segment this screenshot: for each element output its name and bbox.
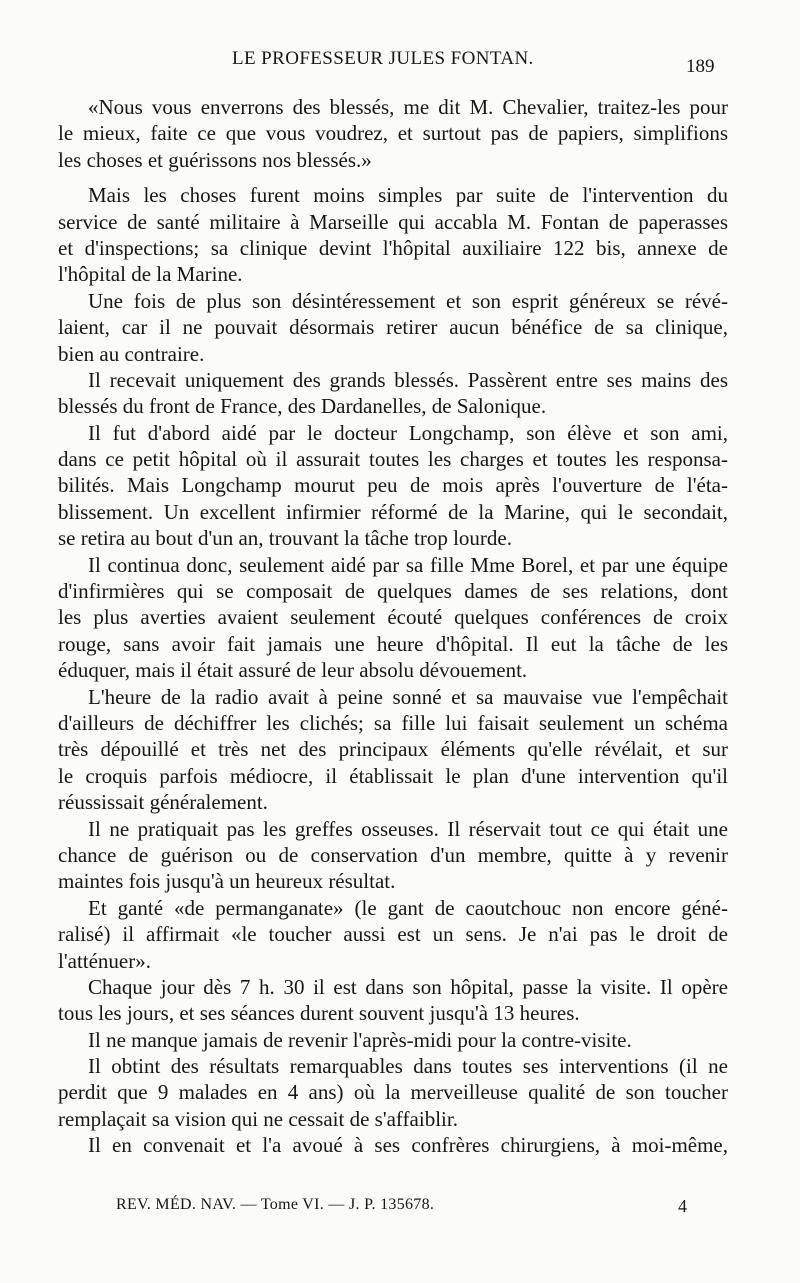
text-line: Il en convenait et l'a avoué à ses confrères chirurgiens, à moi-même, [88, 1133, 728, 1158]
text-line: éduquer, mais il était assuré de leur absolu dévouement. [58, 658, 528, 683]
text-line: Il ne pratiquait pas les greffes osseuses. Il réservait tout ce qui était une [88, 816, 728, 841]
paragraph-gap [58, 173, 728, 182]
text-line: le mieux, faite ce que vous voudrez, et surtout pas de papiers, simplifions [58, 121, 728, 146]
text-line: très dépouillé et très net des principaux éléments qu'elle révélait, et sur [58, 737, 728, 762]
text-line: Il recevait uniquement des grands blessés. Passèrent entre ses mains des [88, 367, 728, 392]
text-line: Il ne manque jamais de revenir l'après-midi pour la contre-visite. [88, 1027, 632, 1052]
text-line: L'heure de la radio avait à peine sonné et sa mauvaise vue l'empêchait [88, 684, 728, 709]
running-title: LE PROFESSEUR JULES FONTAN. [232, 48, 534, 69]
text-line: d'infirmières qui se composait de quelques dames de ses relations, dont [58, 579, 728, 604]
text-line: «Nous vous enverrons des blessés, me dit M. Chevalier, traitez-les pour [88, 95, 728, 119]
text-line: les plus averties avaient seulement écouté quelques conférences de croix [58, 605, 728, 630]
text-line: perdit que 9 malades en 4 ans) où la merveilleuse qualité de son toucher [58, 1080, 728, 1105]
text-line: maintes fois jusqu'à un heureux résultat. [58, 869, 396, 894]
text-line: Une fois de plus son désintéressement et son esprit généreux se révé- [88, 288, 728, 313]
text-line: Il obtint des résultats remarquables dans toutes ses interventions (il ne [88, 1054, 728, 1079]
page-number: 189 [686, 56, 715, 77]
text-line: laient, car il ne pouvait désormais retirer aucun bénéfice de sa clinique, [58, 315, 728, 340]
text-line: bien au contraire. [58, 341, 205, 366]
text-line: l'hôpital de la Marine. [58, 262, 243, 287]
text-line: l'atténuer». [58, 948, 151, 973]
text-line: le croquis parfois médiocre, il établissait le plan d'une intervention qu'il [58, 763, 728, 788]
text-line: Il fut d'abord aidé par le docteur Longchamp, son élève et son ami, [88, 420, 728, 445]
footer-citation: REV. MÉD. NAV. — Tome VI. — J. P. 135678. [116, 1196, 435, 1213]
text-line: Chaque jour dès 7 h. 30 il est dans son hôpital, passe la visite. Il opère [88, 974, 728, 999]
signature-mark: 4 [678, 1196, 687, 1216]
text-line: blessés du front de France, des Dardanelles, de Salonique. [58, 394, 547, 419]
page-footer [116, 1196, 746, 1222]
text-line: les choses et guérissons nos blessés.» [58, 147, 372, 172]
text-line: tous les jours, et ses séances durent souvent jusqu'à 13 heures. [58, 1001, 580, 1026]
text-line: dans ce petit hôpital où il assurait toutes les charges et toutes les responsa- [58, 447, 728, 472]
text-line: bilités. Mais Longchamp mourut peu de mois après l'ouverture de l'éta- [58, 473, 728, 498]
text-line: Il continua donc, seulement aidé par sa fille Mme Borel, et par une équipe [88, 552, 728, 577]
text-line: se retira au bout d'un an, trouvant la tâche trop lourde. [58, 526, 512, 551]
text-line: d'ailleurs de déchiffrer les clichés; sa fille lui faisait seulement un schéma [58, 710, 728, 735]
text-line: et d'inspections; sa clinique devint l'hôpital auxiliaire 122 bis, annexe de [58, 235, 728, 260]
text-line: remplaçait sa vision qui ne cessait de s'affaiblir. [58, 1106, 458, 1131]
text-line: Et ganté «de permanganate» (le gant de caoutchouc non encore géné- [88, 895, 728, 920]
text-line: service de santé militaire à Marseille qui accabla M. Fontan de paperasses [58, 209, 728, 234]
text-line: Mais les choses furent moins simples par suite de l'intervention du [88, 183, 728, 208]
text-line: blissement. Un excellent infirmier réformé de la Marine, qui le secondait, [58, 499, 728, 524]
text-line: réussissait généralement. [58, 790, 268, 815]
text-line: rouge, sans avoir fait jamais une heure d'hôpital. Il eut la tâche de les [58, 631, 728, 656]
running-header [0, 46, 800, 76]
body-text [58, 94, 728, 1159]
text-line: ralisé) il affirmait «le toucher aussi est un sens. Je n'ai pas le droit de [58, 922, 728, 947]
text-line: chance de guérison ou de conservation d'un membre, quitte à y revenir [58, 842, 728, 867]
